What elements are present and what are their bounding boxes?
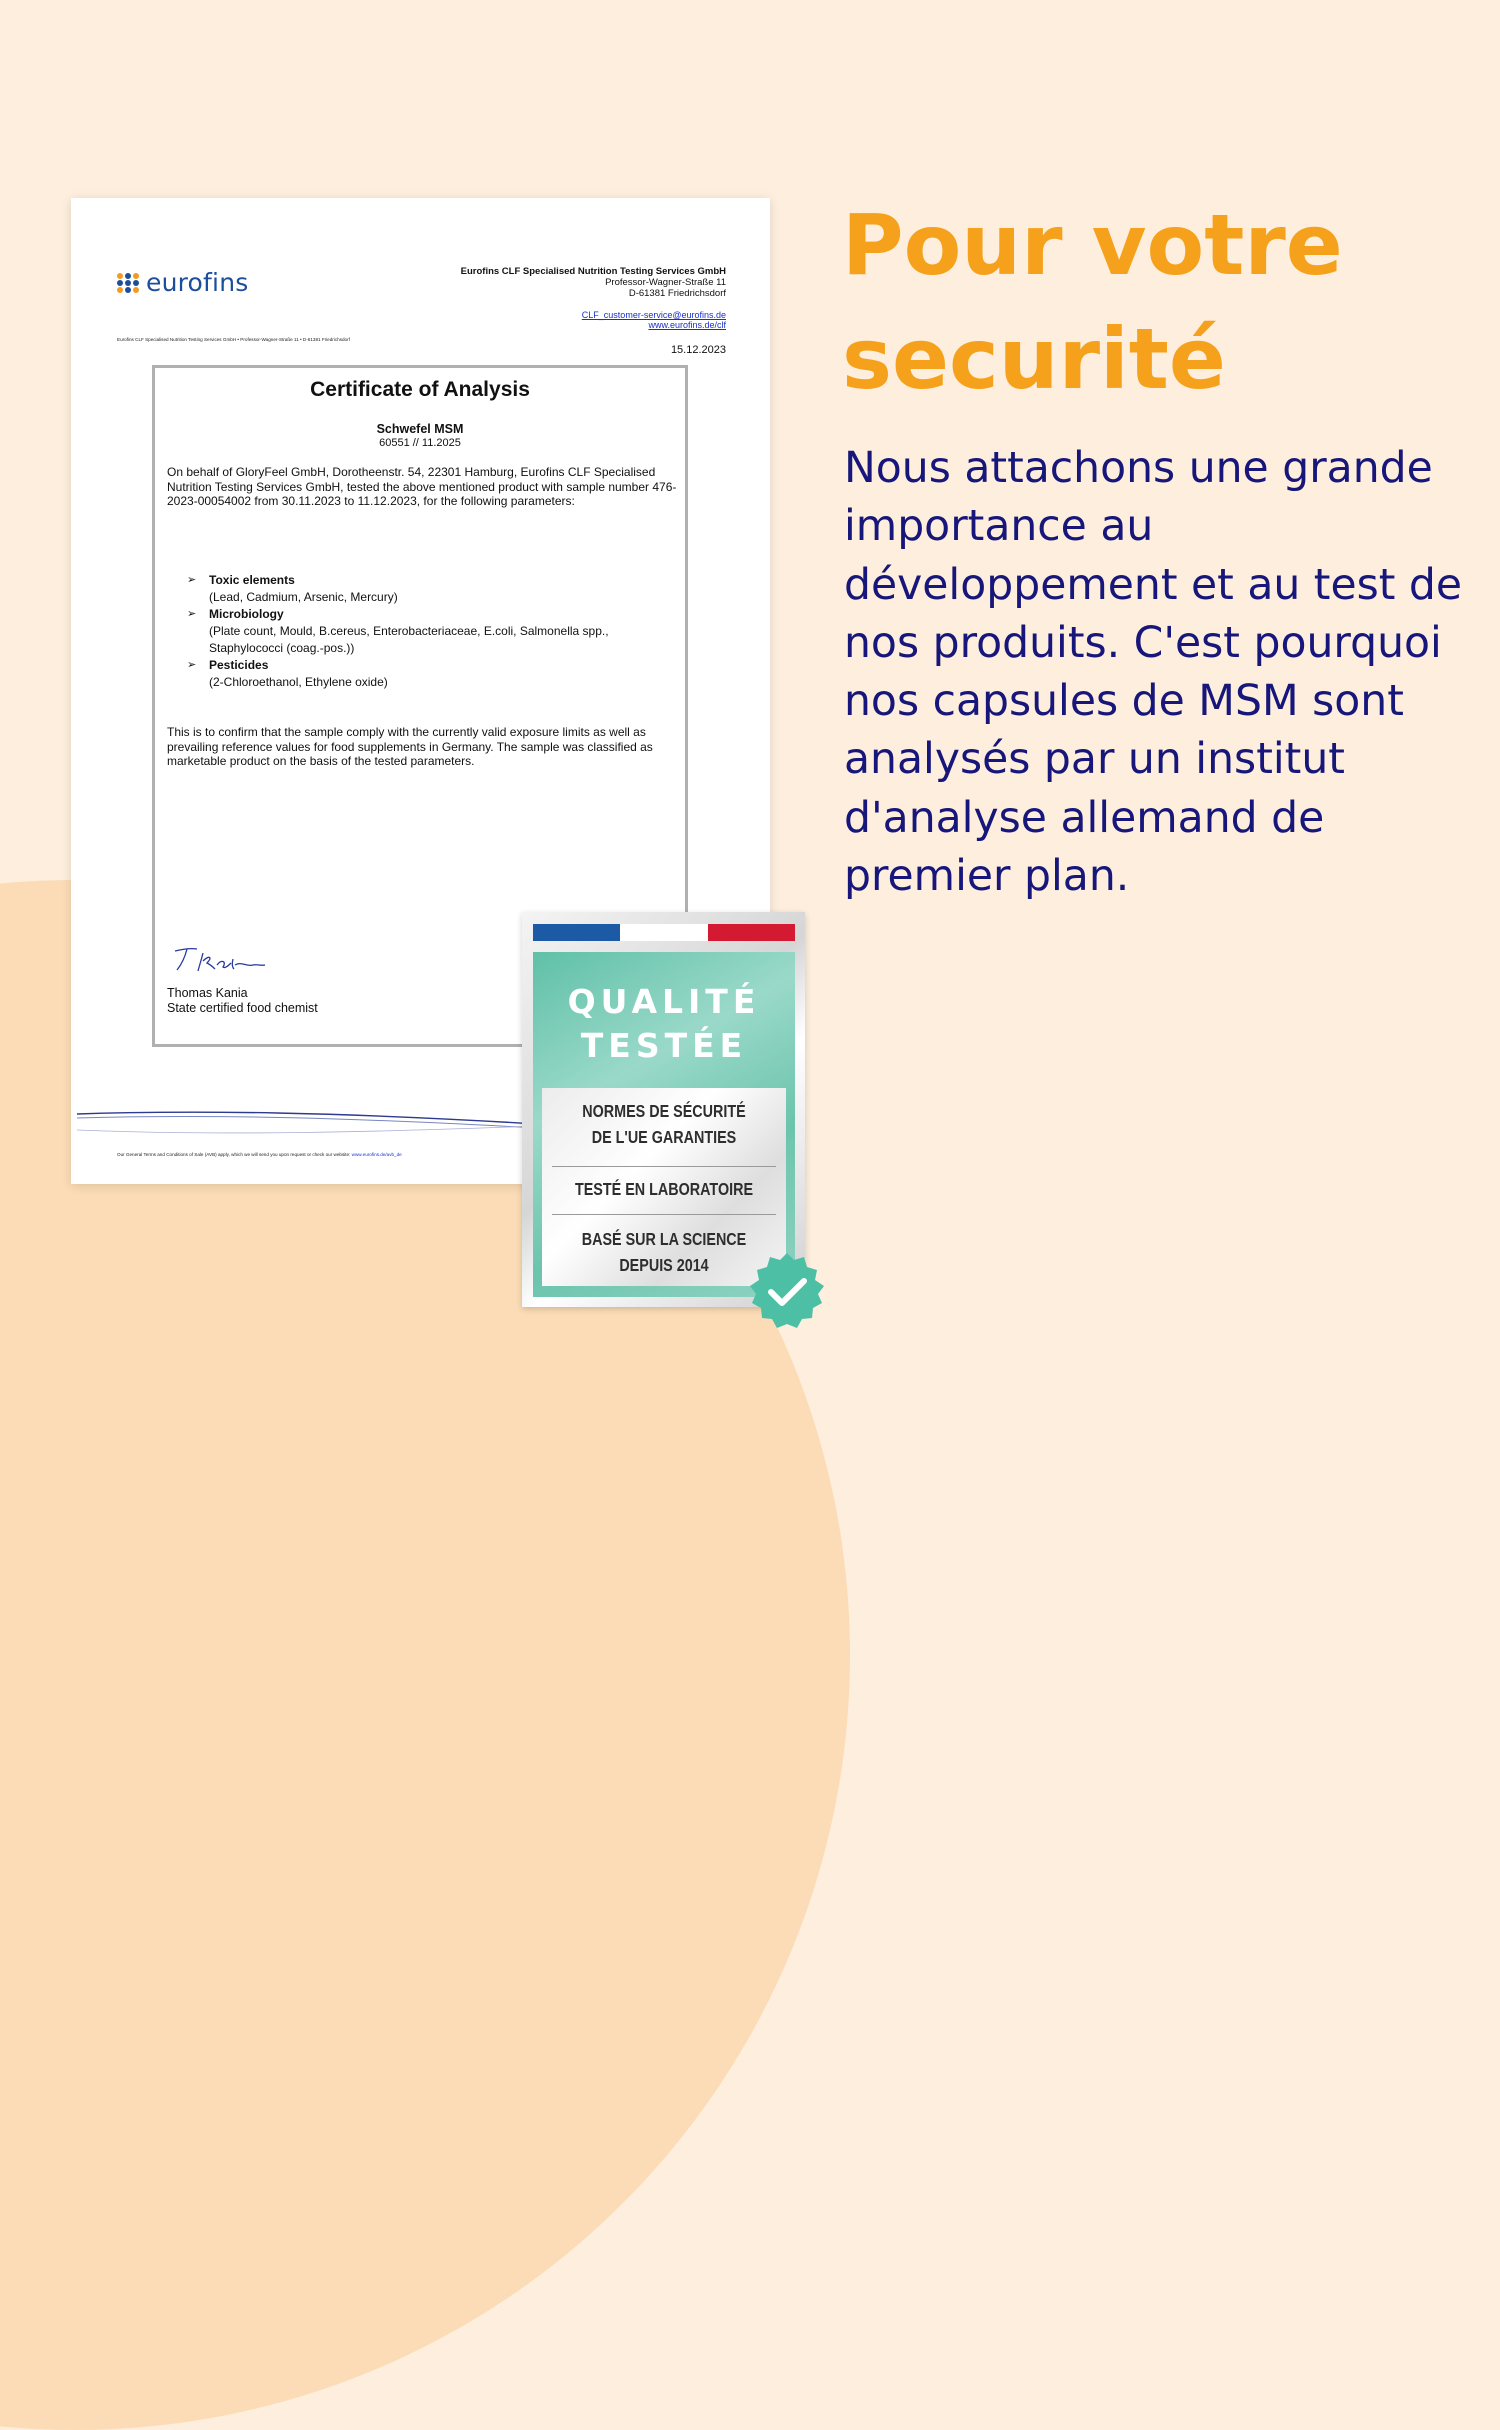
checkmark-seal-icon [747,1251,827,1331]
badge-title-line2: TESTÉE [580,1026,748,1065]
badge-item-text: NORMES DE SÉCURITÉ [582,1101,746,1121]
badge-item-text: DE L'UE GARANTIES [591,1127,737,1147]
sender-line: Eurofins CLF Specialised Nutrition Testing Services GmbH • Professor-Wagner-Straße 11 • D-61381 Friedrichsdorf [117,337,350,342]
signer-name: Thomas Kania [167,986,248,1000]
badge-body [533,952,795,1297]
terms-note [117,1152,402,1157]
french-flag [533,924,795,941]
eurofins-dots-icon [117,273,140,293]
badge-item-science [564,1226,764,1278]
certificate-date: 15.12.2023 [670,344,726,356]
parameter-detail: (2-Chloroethanol, Ethylene oxide) [209,675,388,689]
quality-badge [522,912,805,1307]
certificate-title: Certificate of Analysis [310,378,530,401]
product-name: Schwefel MSM [376,422,464,436]
signature-icon [169,943,269,977]
signer-role: State certified food chemist [167,1001,318,1015]
divider [552,1214,776,1215]
logo-text: eurofins [146,268,249,297]
body-paragraph: Nous attachons une grande importance au développement et au test de nos produits. C'est pourquoi nos capsules de MSM sont analysés par un institut d'analyse allemand de premier plan. [844,444,1463,902]
eurofins-logo [117,268,248,297]
parameter-detail: (Lead, Cadmium, Arsenic, Mercury) [209,590,398,604]
signer [167,986,318,1016]
parameter-name: Microbiology [209,607,284,621]
badge-item-text: DEPUIS 2014 [619,1255,709,1275]
parameter-name: Pesticides [209,658,269,672]
badge-title-line1: QUALITÉ [567,982,761,1021]
flag-white-stripe [620,924,707,941]
list-item [187,657,667,691]
footer-wave [77,1110,537,1146]
terms-link[interactable]: www.eurofins.de/avb_de [351,1152,402,1157]
parameter-detail: (Plate count, Mould, B.cereus, Enterobacteriaceae, E.coli, Salmonella spp., Staphylococci (coag.-pos.)) [209,624,609,655]
lab-street: Professor-Wagner-Straße 11 [605,277,726,288]
conclusion-paragraph: This is to confirm that the sample comply with the currently valid exposure limits as well as prevailing reference values for food supplements in Germany. The sample was classified as marketable product on the basis of the tested parameters. [167,725,653,768]
divider [552,1166,776,1167]
flag-red-stripe [708,924,795,941]
parameter-list [187,572,667,691]
lab-company: Eurofins CLF Specialised Nutrition Testing Services GmbH [460,266,726,277]
headline: Pour votre securité [842,196,1343,408]
product-code: 60551 // 11.2025 [379,437,461,449]
lab-address [461,266,726,299]
flag-blue-stripe [533,924,620,941]
terms-text: Our General Terms and Conditions of Sale (AVB) apply, which we will send you upon request or check our website: [117,1152,351,1157]
email-link[interactable]: CLF_customer-service@eurofins.de [581,310,726,320]
badge-item-eu-standards [564,1098,764,1150]
parameter-name: Toxic elements [209,573,295,587]
lab-contacts [582,310,726,330]
lab-city: D-61381 Friedrichsdorf [628,288,726,299]
list-item [187,572,667,606]
website-link[interactable]: www.eurofins.de/clf [648,320,726,330]
list-item [187,606,667,657]
badge-item-lab-tested: TESTÉ EN LABORATOIRE [574,1179,754,1199]
intro-paragraph: On behalf of GloryFeel GmbH, Dorotheenstr. 54, 22301 Hamburg, Eurofins CLF Specialised Nutrition Testing Services GmbH, tested the above mentioned product with sample number 476-2023-00054002 from 30.11.2023 to 11.12.2023, for the following parameters: [167,465,677,508]
badge-item-text: BASÉ SUR LA SCIENCE [581,1229,747,1249]
